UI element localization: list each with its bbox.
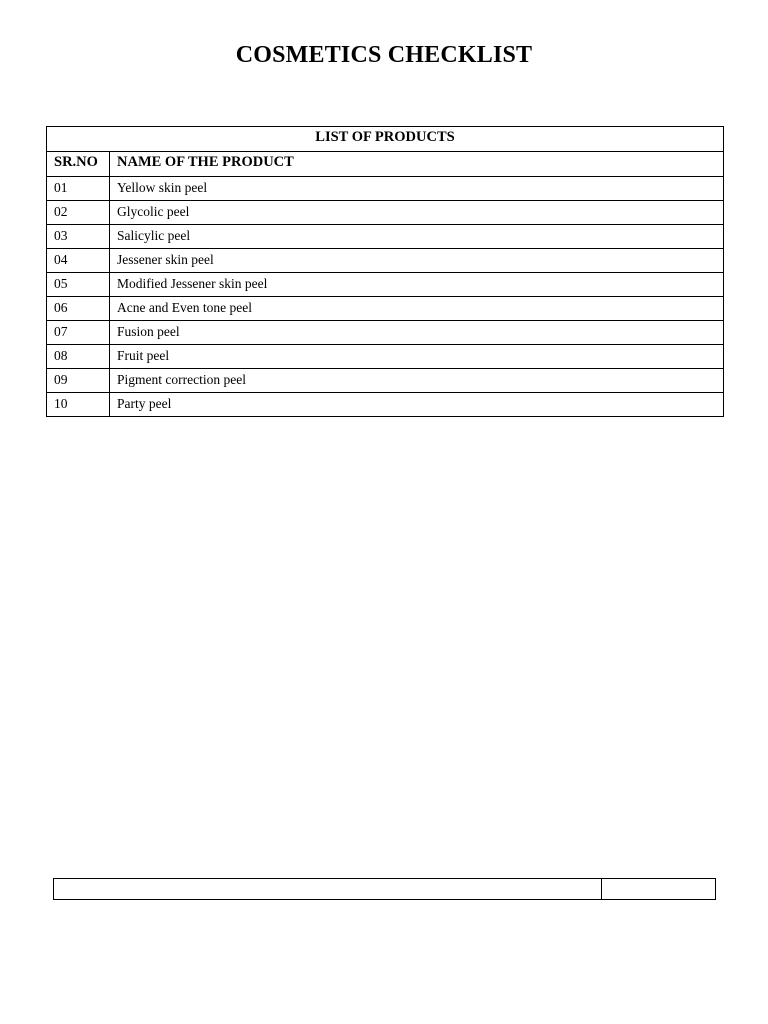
- sr-no-cell: 06: [47, 297, 110, 321]
- table-row: [47, 273, 724, 297]
- product-name-cell: Salicylic peel: [110, 225, 724, 249]
- sr-no-cell: 07: [47, 321, 110, 345]
- table-row: [47, 369, 724, 393]
- column-header-product-name: NAME OF THE PRODUCT: [110, 152, 724, 177]
- product-name-cell: Fruit peel: [110, 345, 724, 369]
- sr-no-cell: 03: [47, 225, 110, 249]
- sr-no-cell: 01: [47, 177, 110, 201]
- table-row: [47, 249, 724, 273]
- footer-divider: [601, 879, 602, 899]
- product-name-cell: Modified Jessener skin peel: [110, 273, 724, 297]
- table-header-row: [47, 152, 724, 177]
- product-name-cell: Acne and Even tone peel: [110, 297, 724, 321]
- footer-box: [53, 878, 716, 900]
- page-title: COSMETICS CHECKLIST: [235, 42, 533, 68]
- sr-no-cell: 02: [47, 201, 110, 225]
- table-caption-row: [47, 127, 724, 152]
- column-header-sr-no: SR.NO: [47, 152, 110, 177]
- product-name-cell: Glycolic peel: [110, 201, 724, 225]
- sr-no-cell: 09: [47, 369, 110, 393]
- sr-no-cell: 10: [47, 393, 110, 417]
- sr-no-cell: 04: [47, 249, 110, 273]
- product-name-cell: Party peel: [110, 393, 724, 417]
- table-caption: LIST OF PRODUCTS: [47, 127, 724, 152]
- table-row: [47, 177, 724, 201]
- table-row: [47, 393, 724, 417]
- sr-no-cell: 05: [47, 273, 110, 297]
- product-name-cell: Fusion peel: [110, 321, 724, 345]
- product-name-cell: Jessener skin peel: [110, 249, 724, 273]
- sr-no-cell: 08: [47, 345, 110, 369]
- products-table: [46, 126, 724, 417]
- table-row: [47, 225, 724, 249]
- table-row: [47, 201, 724, 225]
- table-row: [47, 297, 724, 321]
- product-name-cell: Pigment correction peel: [110, 369, 724, 393]
- product-name-cell: Yellow skin peel: [110, 177, 724, 201]
- table-row: [47, 321, 724, 345]
- table-row: [47, 345, 724, 369]
